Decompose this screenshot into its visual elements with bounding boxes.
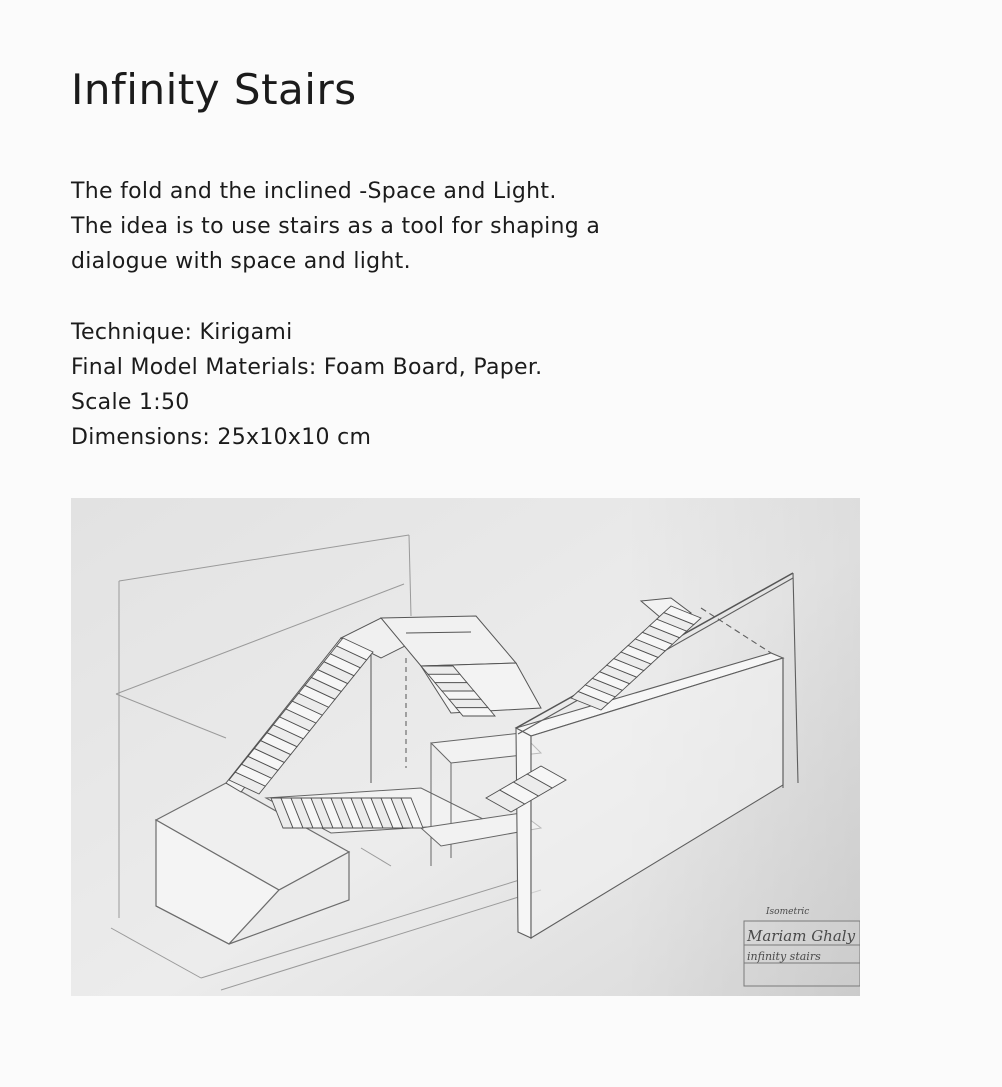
stair-tread (435, 683, 474, 691)
page-title: Infinity Stairs (71, 65, 357, 114)
project-specs (71, 315, 731, 455)
stair-tread (456, 708, 495, 716)
title-block-view: Isometric (766, 907, 810, 917)
spec-technique: Technique: Kirigami (71, 320, 293, 345)
description-line: dialogue with space and light. (71, 249, 411, 274)
stair-tread (421, 666, 460, 674)
title-block-project: infinity stairs (747, 950, 821, 963)
spec-materials: Final Model Materials: Foam Board, Paper. (71, 355, 543, 380)
isometric-drawing (71, 498, 860, 996)
title-block-author: Mariam Ghaly (747, 927, 856, 945)
lower-stair-treads (271, 798, 423, 828)
stair-tread (442, 691, 481, 699)
project-description (71, 174, 731, 279)
description-line: The fold and the inclined -Space and Light. (71, 179, 557, 204)
spec-scale: Scale 1:50 (71, 390, 190, 415)
stairs-sketch (71, 498, 860, 996)
stair-tread (428, 674, 467, 682)
description-line: The idea is to use stairs as a tool for shaping a (71, 214, 601, 239)
spec-dimensions: Dimensions: 25x10x10 cm (71, 425, 372, 450)
stair-tread (449, 699, 488, 707)
